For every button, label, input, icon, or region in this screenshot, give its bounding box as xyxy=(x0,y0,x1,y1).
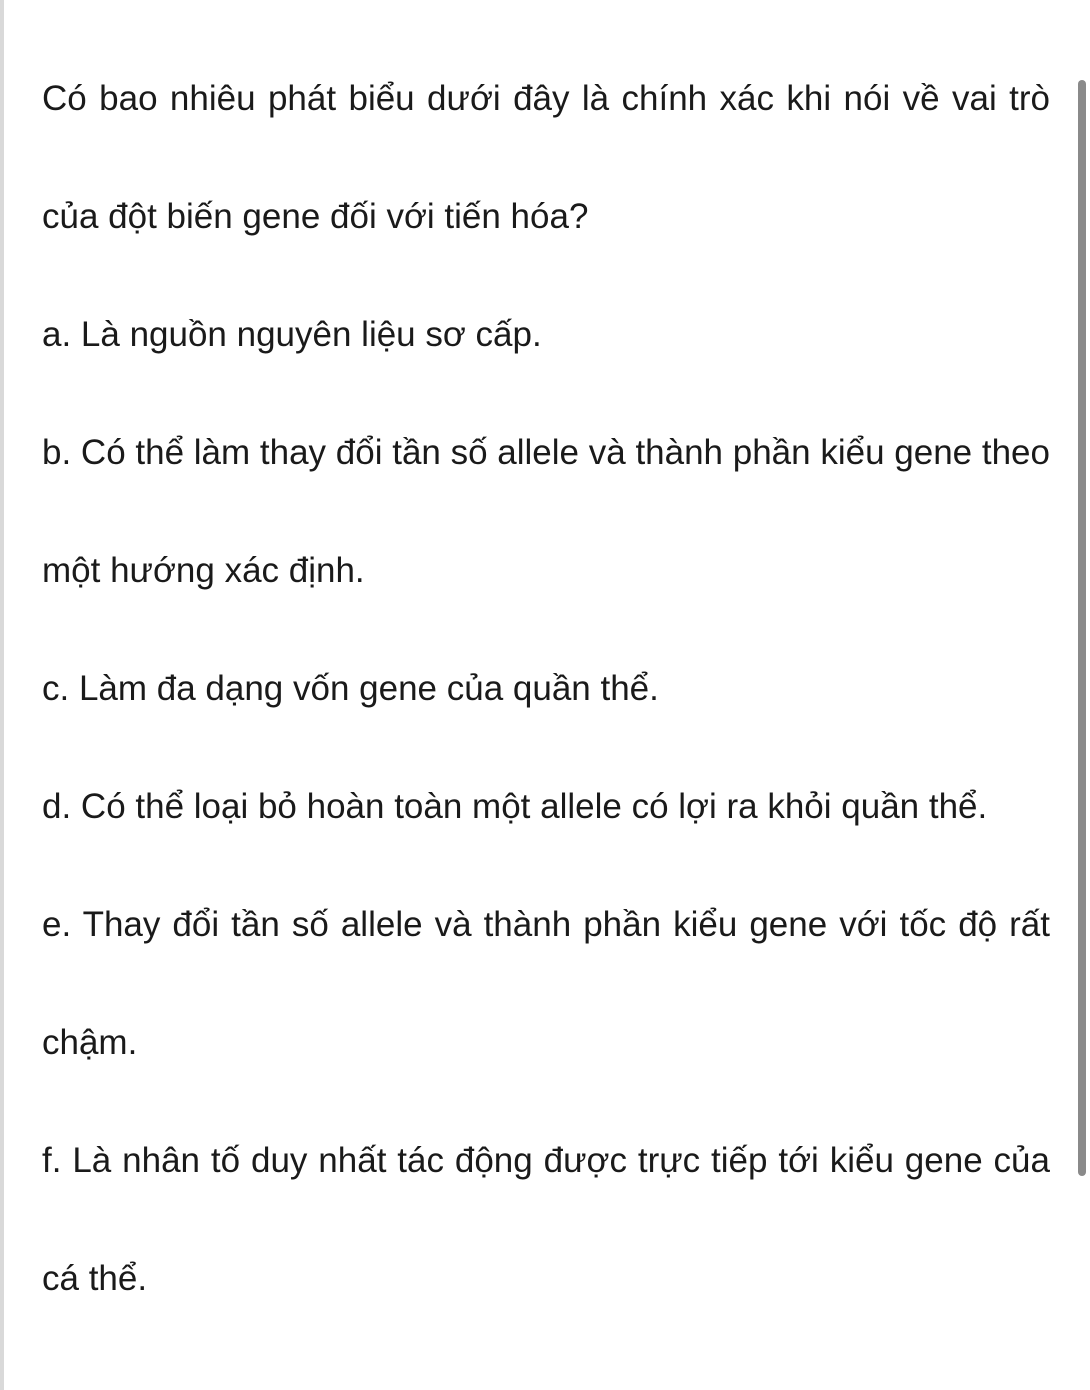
question-content xyxy=(42,40,1050,1338)
option-a: a. Là nguồn nguyên liệu sơ cấp. xyxy=(42,315,542,354)
scrollbar-thumb[interactable] xyxy=(1078,80,1086,1176)
option-c: c. Làm đa dạng vốn gene của quần thể. xyxy=(42,669,659,708)
question-stem: Có bao nhiêu phát biểu dưới đây là chính xác khi nói về vai trò của đột biến gene đối với tiến hóa? xyxy=(42,79,1050,236)
option-f: f. Là nhân tố duy nhất tác động được trực tiếp tới kiểu gene của cá thể. xyxy=(42,1141,1050,1298)
option-d: d. Có thể loại bỏ hoàn toàn một allele có lợi ra khỏi quần thể. xyxy=(42,787,988,826)
option-b: b. Có thể làm thay đổi tần số allele và thành phần kiểu gene theo một hướng xác định. xyxy=(42,433,1050,590)
scrollbar[interactable] xyxy=(1076,0,1090,1390)
left-border xyxy=(0,0,4,1390)
option-e: e. Thay đổi tần số allele và thành phần kiểu gene với tốc độ rất chậm. xyxy=(42,905,1050,1062)
